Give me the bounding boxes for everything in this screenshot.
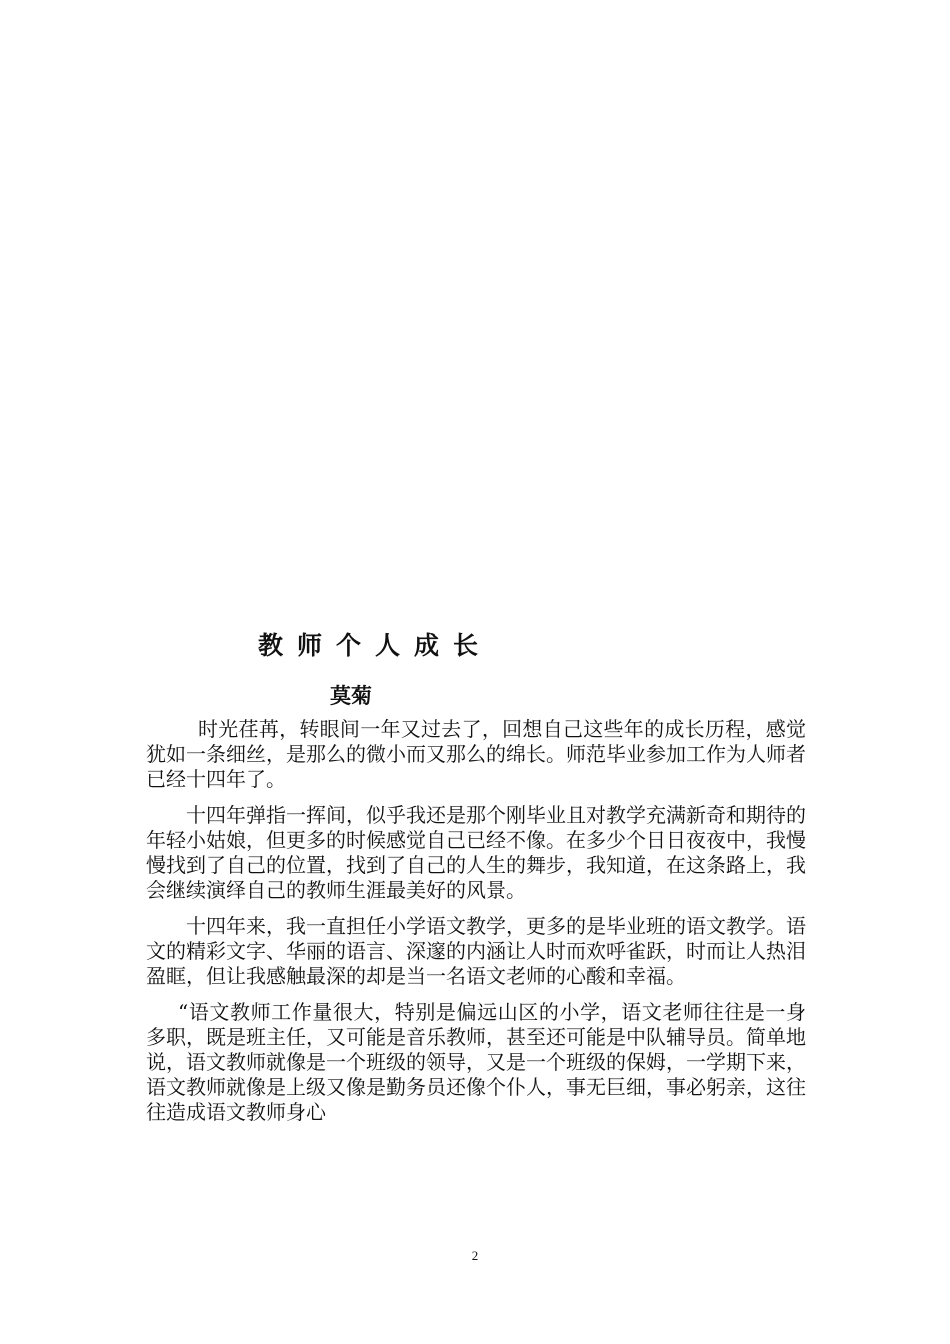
page-number: 2 bbox=[471, 1248, 479, 1263]
author-name: 莫菊 bbox=[330, 684, 372, 708]
document-body bbox=[146, 717, 806, 1136]
paragraph: “语文教师工作量很大，特别是偏远山区的小学，语文老师往往是一身多职，既是班主任，又可能是音乐教师，甚至还可能是中队辅导员。简单地说，语文教师就像是一个班级的领导，又是一个班级的保姆，一学期下来，语文教师就像是上级又像是勤务员还像个仆人，事无巨细，事必躬亲，这往往造成语文教师身心 bbox=[146, 1000, 806, 1124]
paragraph: 十四年来，我一直担任小学语文教学，更多的是毕业班的语文教学。语文的精彩文字、华丽的语言、深邃的内涵让人时而欢呼雀跃，时而让人热泪盈眶，但让我感触最深的却是当一名语文老师的心酸和幸福。 bbox=[146, 914, 806, 988]
paragraph: 十四年弹指一挥间，似乎我还是那个刚毕业且对教学充满新奇和期待的年轻小姑娘，但更多的时候感觉自己已经不像。在多少个日日夜夜中，我慢慢找到了自己的位置，找到了自己的人生的舞步，我知道，在这条路上，我会继续演绎自己的教师生涯最美好的风景。 bbox=[146, 803, 806, 902]
paragraph: 时光荏苒，转眼间一年又过去了，回想自己这些年的成长历程，感觉犹如一条细丝，是那么的微小而又那么的绵长。师范毕业参加工作为人师者已经十四年了。 bbox=[146, 717, 806, 791]
document-title: 教师个人成长 bbox=[257, 631, 492, 660]
